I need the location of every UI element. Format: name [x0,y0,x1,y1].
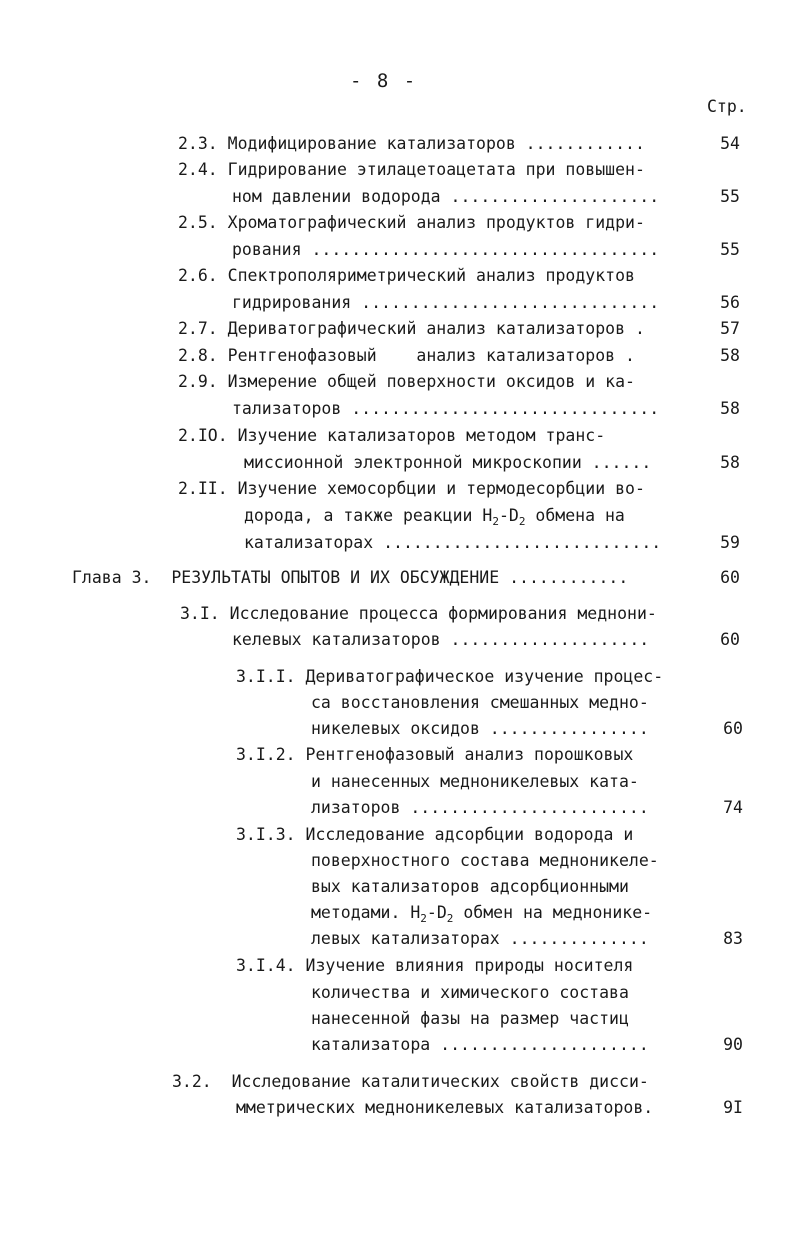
toc-page: 59 [720,533,740,552]
toc-page: 90 [723,1035,743,1054]
toc-line: 3.I.3. Исследование адсорбции водорода и [236,825,634,844]
toc-line: 2.5. Хроматографический анализ продуктов гидри- [178,213,645,232]
toc-line: са восстановления смешанных медно- [311,693,649,712]
toc-line: 2.7. Дериватографический анализ катализаторов . [178,319,645,338]
toc-page: 57 [720,319,740,338]
toc-line: миссионной электронной микроскопии ...... [244,453,652,472]
page-number: - 8 - [350,70,418,92]
toc-line: тализаторов ............................... [232,399,660,418]
toc-line: левых катализаторах .............. [311,929,649,948]
toc-line: ном давлении водорода ..................... [232,187,660,206]
toc-line: катализатора ..................... [311,1035,649,1054]
toc-page: 56 [720,293,740,312]
toc-line: 2.3. Модифицирование катализаторов ............ [178,134,645,153]
toc-line: дорода, а также реакции $H_2-D_2$ обмена на [244,506,625,528]
toc-line: рования ................................... [232,240,660,259]
toc-line: вых катализаторов адсорбционными [311,877,629,896]
page-column-label: Стр. [707,97,747,116]
toc-page: 58 [720,453,740,472]
toc-page: 60 [723,719,743,738]
toc-line: мметрических медноникелевых катализаторов. [236,1098,654,1117]
toc-page: 9I [723,1098,743,1117]
toc-page: 58 [720,399,740,418]
toc-line: 2.9. Измерение общей поверхности оксидов и ка- [178,372,635,391]
toc-line: 2.4. Гидрирование этилацетоацетата при повышен- [178,160,645,179]
toc-page: 55 [720,187,740,206]
toc-line: 3.I. Исследование процесса формирования меднони- [180,604,657,623]
toc-line: келевых катализаторов .................... [232,630,650,649]
toc-page: 60 [720,568,740,587]
toc-line: поверхностного состава медноникеле- [311,851,659,870]
toc-page: 74 [723,798,743,817]
toc-line: лизаторов ........................ [311,798,649,817]
toc-line: количества и химического состава [311,983,629,1002]
toc-line: катализаторах ............................ [244,533,662,552]
toc-line: гидрирования .............................. [232,293,660,312]
toc-line: 2.II. Изучение хемосорбции и термодесорбции во- [178,479,645,498]
toc-page: 83 [723,929,743,948]
toc-line: 3.2. Исследование каталитических свойств дисси- [172,1072,649,1091]
toc-line: нанесенной фазы на размер частиц [311,1009,629,1028]
toc-line: и нанесенных медноникелевых ката- [311,772,639,791]
toc-page: 55 [720,240,740,259]
toc-line: 3.I.2. Рентгенофазовый анализ порошковых [236,745,634,764]
toc-line: никелевых оксидов ................ [311,719,649,738]
toc-page: 60 [720,630,740,649]
toc-line: Глава 3. РЕЗУЛЬТАТЫ ОПЫТОВ И ИХ ОБСУЖДЕНИЕ ............ [72,568,629,587]
toc-page: 58 [720,346,740,365]
toc-line: 2.IO. Изучение катализаторов методом транс- [178,426,606,445]
toc-line: 3.I.I. Дериватографическое изучение процес- [236,667,664,686]
toc-page: 54 [720,134,740,153]
toc-line: 2.6. Спектрополяриметрический анализ продуктов [178,266,635,285]
toc-line: 3.I.4. Изучение влияния природы носителя [236,956,634,975]
toc-line: методами. $H_2-D_2$ обмен на медноникe- [311,903,653,925]
toc-line: 2.8. Рентгенофазовый анализ катализаторов . [178,346,635,365]
